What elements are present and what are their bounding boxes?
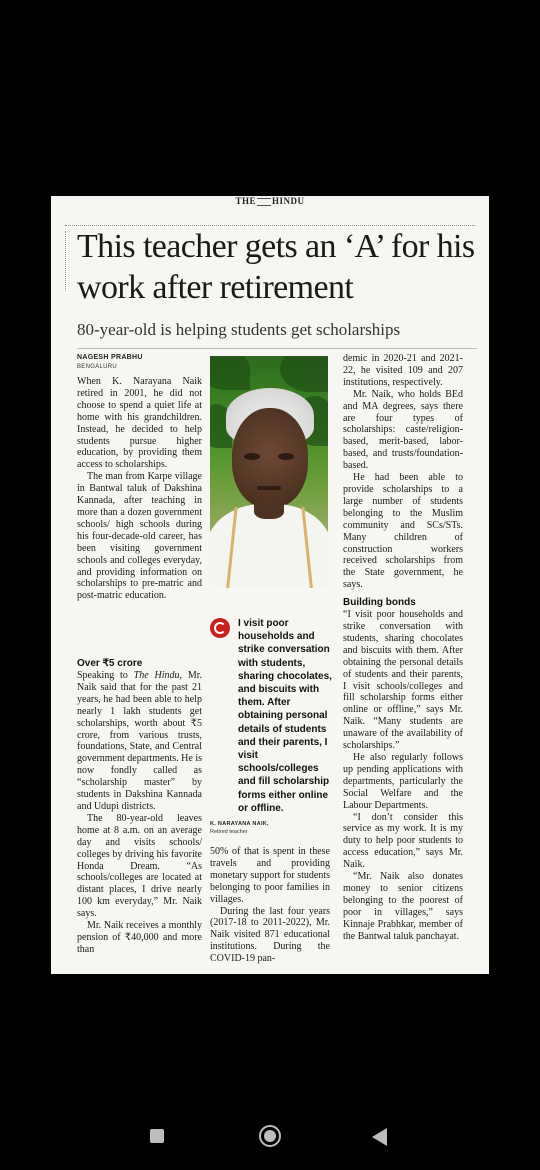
quote-icon xyxy=(210,618,230,638)
photo-credit xyxy=(210,820,330,836)
paragraph: “Mr. Naik also donates money to senior citizens belonging to the poorest of poor in villages,” says Kinnaje Prabhkar, member of the Bantwal taluk panchayat. xyxy=(343,871,463,942)
paragraph: The man from Karpe village in Bantwal taluk of Dakshina Kannada, after teaching in more than a dozen government schools/ high schools during his four-decade-old career, has been visiting government schools and colleges everyday, and providing information on scholarships to pre-matric and post-matric education. xyxy=(77,471,202,602)
credit-name: K. NARAYANA NAIK, xyxy=(210,821,269,827)
masthead xyxy=(51,196,489,208)
column-3 xyxy=(343,353,463,943)
portrait-photo xyxy=(210,356,328,588)
recents-icon[interactable] xyxy=(150,1129,164,1143)
leaf xyxy=(280,356,328,392)
headline: This teacher gets an ‘A’ for his work after retirement xyxy=(77,228,475,306)
column-1-bottom xyxy=(77,652,202,956)
deck: 80-year-old is helping students get scholarships xyxy=(77,320,401,339)
pull-quote: I visit poor households and strike conversation with students, sharing chocolates, and biscuits with them. After obtaining personal details of students and their parents, I visit schools/colleges and fill scholarship forms either online or offline. xyxy=(238,618,332,814)
paragraph: Mr. Naik, who holds BEd and MA degrees, says there are four types of scholarships: caste/religion-based, merit-based, labor-based, and trusts/foundation-based. xyxy=(343,388,463,472)
leaf xyxy=(210,356,250,390)
face xyxy=(232,408,308,508)
credit-role: Retired teacher xyxy=(210,829,248,835)
byline-place: BENGALURU xyxy=(77,364,118,370)
deck-divider xyxy=(77,348,477,349)
paragraph: When K. Narayana Naik retired in 2001, he did not choose to spend a quiet life at home with his grandchildren. Instead, he decided to help students pursue higher education, by providing them access to scholarships. xyxy=(77,376,202,471)
paragraph: demic in 2020-21 and 2021-22, he visited 109 and 207 institutions, respectively. xyxy=(343,353,463,388)
subheading: Over ₹5 crore xyxy=(77,658,143,669)
masthead-logo-icon xyxy=(257,198,271,206)
paragraph: The 80-year-old leaves home at 8 a.m. on an average day and visits schools/ colleges by driving his favorite Honda Dream. “As schools/colleges are located at distant places, I drive nearly 100 km everyday,” Mr. Naik says. xyxy=(77,812,202,920)
column-2-bottom xyxy=(210,846,330,965)
paragraph: Speaking to The Hindu, Mr. Naik said that for the past 21 years, he had been able to help nearly 1 lakh students get scholarships, worth about ₹5 crore, from various trusts, foundations, State, and Central government departments. He is now fondly called as “scholarship master” by students in Dakshina Kannada and Udupi districts. xyxy=(77,670,203,812)
byline-name: NAGESH PRABHU xyxy=(77,354,143,361)
masthead-left: THE xyxy=(235,196,256,206)
mouth xyxy=(257,486,281,490)
eye xyxy=(244,453,260,460)
eye xyxy=(278,453,294,460)
paragraph: 50% of that is spent in these travels and providing monetary support for students belonging to poor families in villages. xyxy=(210,846,330,905)
newspaper-clipping xyxy=(51,196,489,974)
byline xyxy=(77,353,202,372)
masthead-right: HINDU xyxy=(272,196,305,206)
paragraph: He also regularly follows up pending applications with departments, particularly the Social Welfare and the Labour Departments. xyxy=(343,752,463,811)
neck xyxy=(254,501,284,519)
paragraph: Mr. Naik receives a monthly pension of ₹40,000 and more than xyxy=(77,920,202,955)
subheading: Building bonds xyxy=(343,597,416,609)
back-icon[interactable] xyxy=(372,1128,387,1146)
android-nav-bar xyxy=(0,1100,540,1170)
paragraph: “I don’t consider this service as my work. It is my duty to help poor students to access education,” says Mr. Naik. xyxy=(343,811,463,871)
left-dotted-rule xyxy=(65,231,66,291)
paragraph: “I visit poor households and strike conversation with students, sharing chocolates and biscuits with them. After obtaining the personal details of students and their parents, I visit schools/colleges and fill scholarship forms either online or offline,” says Mr. Naik. “Many students are unaware of the availability of scholarships.” xyxy=(343,609,463,752)
home-icon[interactable] xyxy=(259,1125,281,1147)
paragraph: During the last four years (2017-18 to 2011-2022), Mr. Naik visited 871 educational institutions. During the COVID-19 pan- xyxy=(210,905,330,965)
paragraph: He had been able to provide scholarships to a large number of students belonging to the Muslim community and SCs/STs. Many children of construction workers received scholarships from the State government, he says. xyxy=(343,472,463,591)
column-1-top xyxy=(77,376,202,602)
